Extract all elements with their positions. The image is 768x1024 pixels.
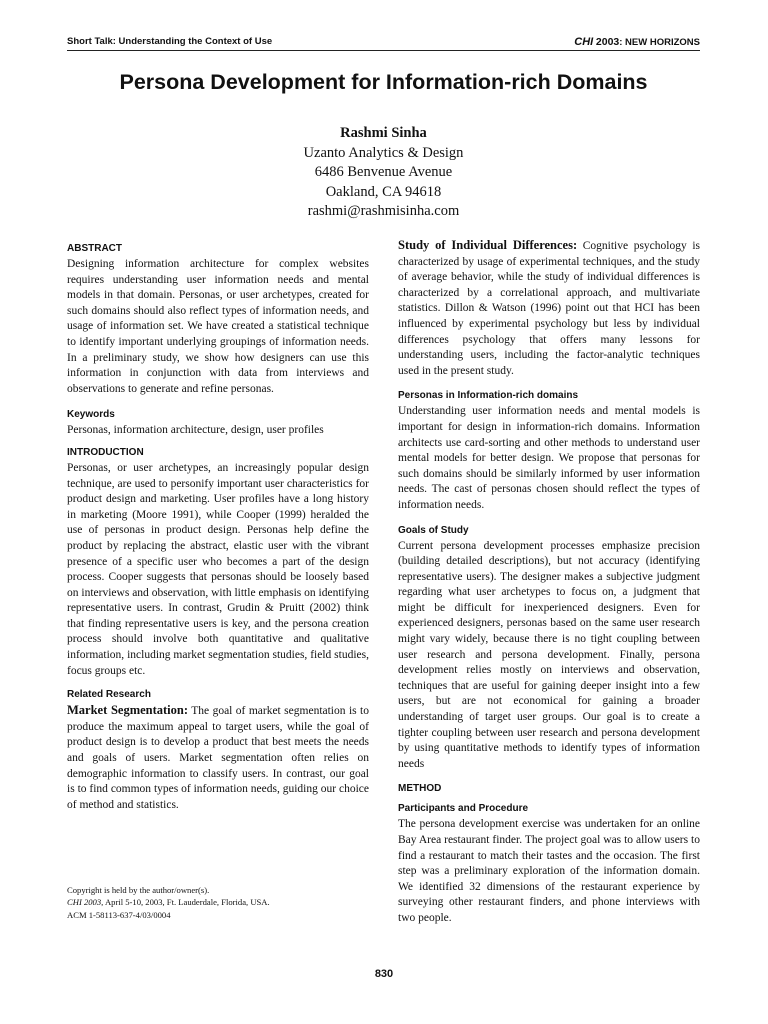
individual-differences-label: Study of Individual Differences: (398, 238, 578, 252)
abstract-text: Designing information architecture for complex websites requires understanding user information needs and mental models in that domain. Personas, or user archetypes, created for such domains should also reflect types of information needs, and usage of information set. We have created a statistical technique to identify important underlying groupings of information needs. In a preliminary study, we show how designers can use this information in conjunction with data from interviews and observations to generate and refine personas. (67, 258, 369, 395)
goals-heading: Goals of Study (398, 524, 469, 536)
page-number: 830 (374, 968, 394, 980)
market-segmentation-label: Market Segmentation: (67, 703, 189, 718)
author-name: Rashmi Sinha (340, 125, 427, 141)
running-header-right (574, 36, 700, 48)
personas-heading: Personas in Information-rich domains (398, 390, 579, 402)
author-email[interactable]: rashmi@rashmisinha.com (307, 203, 460, 219)
running-header-rest: : NEW HORIZONS (619, 37, 700, 48)
running-header (67, 36, 700, 48)
conference-line (67, 896, 369, 908)
copyright-notice (67, 884, 369, 921)
abstract-heading: ABSTRACT (67, 243, 122, 254)
market-segmentation-text: The goal of market segmentation is to produce the maximum appeal to target users, while the goal of product design is to develop a product that best meets the needs and goals of users. Market segmentation often relies on demographic information to classify users. In contrast, our goal is to find common types of information needs, guiding our choice of method and statistics. (67, 705, 369, 811)
header-rule (67, 50, 700, 51)
keywords-text: Personas, information architecture, design, user profiles (67, 424, 324, 437)
goals-text: Current persona development processes emphasize precision (building detailed descriptions), but not accuracy (identifying representative users). The designer makes a subjective judgment regarding what user archetypes to focus on, a judgment that might be difficult for inexperienced designers. Even for experienced designers, personas based on the same user research might vary widely, because there is no tight coupling between user research and persona development. Finally, persona development relies mostly on interviews and observation, techniques that are useful for gaining deeper insight into a few users, but are not economical for gaining a broader understanding of target user groups. Our goal is to create a tighter coupling between user research and persona development by using quantitative methods to identify types of information needs (398, 539, 700, 770)
author-affiliation: Uzanto Analytics & Design (303, 144, 464, 161)
introduction-heading: INTRODUCTION (67, 446, 144, 458)
paper-title: Persona Development for Information-rich Domains (119, 70, 648, 94)
keywords-heading: Keywords (67, 409, 115, 421)
personas-text: Understanding user information needs and mental models is important for design in information-rich domains. Information architects use card-sorting and other methods to understand user mental models for better design. We propose that personas for such domains should be similarly informed by user information needs. The cast of personas chosen should reflect the types of information needs. (398, 405, 700, 511)
left-column (67, 242, 369, 813)
acm-line: ACM 1-58113-637-4/03/0004 (67, 909, 171, 920)
author-address-street: 6486 Benvenue Avenue (314, 164, 453, 180)
participants-heading: Participants and Procedure (398, 803, 529, 815)
individual-differences-text: Cognitive psychology is characterized by usage of experimental techniques, and the study of average behavior, while the study of individual differences is characterized by a correlational approach, and multivariate statistics. Dillon & Watson (1996) point out that HCI has been influenced by experimental psychology but less by individual differences psychology that offers many lessons for understanding users, including the factor-analytic techniques used in the present study. (398, 240, 700, 377)
conference-name: CHI 2003 (67, 897, 102, 908)
method-heading: METHOD (398, 783, 442, 795)
market-segmentation-paragraph (67, 703, 369, 813)
running-header-chi: CHI (574, 36, 594, 48)
copyright-line: Copyright is held by the author/owner(s). (67, 885, 210, 895)
conference-details: , April 5-10, 2003, Ft. Lauderdale, Florida, USA. (101, 897, 270, 908)
author-block (67, 124, 700, 222)
author-address-city: Oakland, CA 94618 (325, 183, 442, 200)
participants-text: The persona development exercise was undertaken for an online Bay Area restaurant finder. The project goal was to allow users to find a restaurant to match their tastes and the occasion. The first step was a preliminary exploration of the information domain. We identified 32 dimensions of the restaurant experience by surveying other restaurant finders, and phone interviews with two people. (398, 818, 700, 924)
individual-differences-paragraph (398, 238, 700, 379)
running-header-year: 2003 (595, 36, 620, 48)
related-research-heading: Related Research (67, 689, 151, 701)
right-column (398, 238, 700, 927)
introduction-text: Personas, or user archetypes, an increasingly popular design technique, are used to personify important user characteristics for product design and marketing. User profiles have a long history in marketing (Moore 1991), while Cooper (1999) heralded the use of personas in product design. Personas help define the product by replacing the abstract, elastic user with the vibrant presence of a specific user who becomes a part of the design process. Cooper suggests that personas should be loosely based on interviews and observation, with little emphasis on identifying representative users. In contrast, Grudin & Pruitt (2002) think that finding representative users is key, and the persona creation process should involve both quantitative and qualitative information, including market segmentation studies, field studies, focus groups etc. (67, 461, 369, 677)
running-header-left: Short Talk: Understanding the Context of Use (67, 36, 273, 47)
